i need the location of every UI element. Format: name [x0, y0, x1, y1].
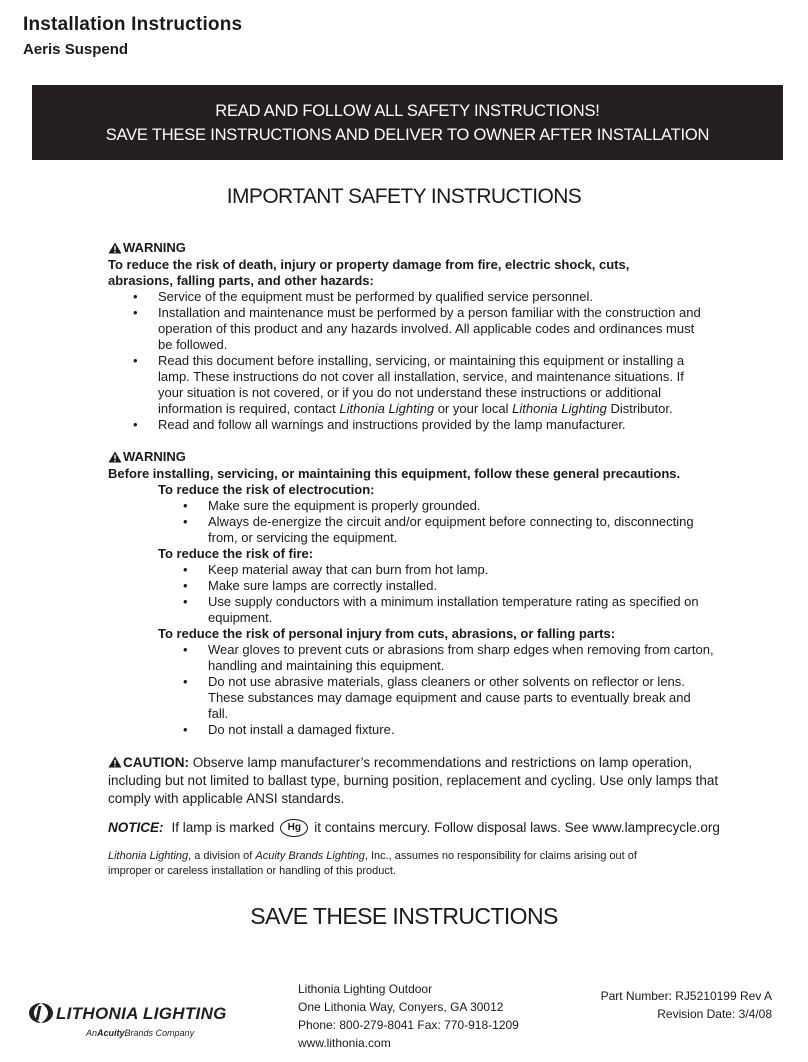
bullet-icon: •: [133, 417, 138, 432]
caution-triangle-icon: [108, 756, 122, 768]
company-address-block: [298, 980, 519, 1052]
caution-label: CAUTION:: [123, 755, 189, 770]
logo-wordmark: LITHONIA LIGHTING: [56, 1004, 227, 1023]
injury-heading: To reduce the risk of personal injury from cuts, abrasions, or falling parts:: [158, 626, 616, 641]
document-subtitle: Aeris Suspend: [23, 41, 129, 58]
bullet-icon: •: [183, 642, 188, 657]
lithonia-logo: [28, 1000, 258, 1046]
caution-paragraph: CAUTION: Observe lamp manufacturer’s recommendations and restrictions on lamp operation, including but not limited to ballast type, burning position, replacement and cycling. Use only lamps that comply with applicable ANSI standards.: [108, 755, 719, 806]
list-item: Service of the equipment must be performed by qualified service personnel.: [158, 289, 594, 304]
bullet-icon: •: [183, 674, 188, 689]
save-instructions-heading: SAVE THESE INSTRUCTIONS: [250, 903, 558, 929]
warning1-intro: To reduce the risk of death, injury or property damage from fire, electric shock, cuts, abrasions, falling parts, and other hazards:: [108, 257, 630, 288]
lithonia-logo-mark-icon: [28, 1001, 54, 1025]
document-title: Installation Instructions: [23, 14, 243, 35]
company-phone: Phone: 800-279-8041 Fax: 770-918-1209: [298, 1018, 519, 1032]
bullet-icon: •: [133, 353, 138, 368]
list-item: Read and follow all warnings and instructions provided by the lamp manufacturer.: [158, 417, 626, 432]
company-name: Lithonia Lighting Outdoor: [298, 982, 433, 996]
list-item: Always de-energize the circuit and/or equipment before connecting to, disconnecting from, or servicing the equipment.: [208, 514, 694, 545]
safety-banner: [32, 85, 783, 160]
list-item: Use supply conductors with a minimum installation temperature rating as specified on equipment.: [208, 594, 699, 625]
part-info-block: [601, 987, 772, 1023]
revision-date: Revision Date: 3/4/08: [657, 1007, 772, 1021]
banner-line-2: SAVE THESE INSTRUCTIONS AND DELIVER TO OWNER AFTER INSTALLATION: [105, 125, 710, 144]
warning-triangle-icon: [108, 242, 122, 254]
list-item: Wear gloves to prevent cuts or abrasions from sharp edges when removing from carton, handling and maintaining this equipment.: [208, 642, 714, 673]
logo-tagline: AnAcuityBrands Company: [86, 1028, 195, 1038]
list-item: Do not use abrasive materials, glass cleaners or other solvents on reflector or lens. These substances may damage equipment and cause parts to eventually break and fall.: [208, 674, 691, 721]
section-heading: IMPORTANT SAFETY INSTRUCTIONS: [226, 185, 582, 208]
banner-line-1: READ AND FOLLOW ALL SAFETY INSTRUCTIONS!: [215, 101, 600, 120]
bullet-icon: •: [183, 498, 188, 513]
part-number: Part Number: RJ5210199 Rev A: [600, 989, 772, 1003]
bullet-icon: •: [183, 722, 188, 737]
warning-label-2: WARNING: [108, 449, 186, 464]
disclaimer: Lithonia Lighting, a division of Acuity Brands Lighting, Inc., assumes no responsibility for claims arising out of improper or careless installation or handling of this product.: [108, 850, 637, 877]
bullet-icon: •: [183, 514, 188, 529]
bullet3-last-line: information is required, contact Lithonia Lighting or your local Lithonia Lighting Distributor.: [158, 401, 673, 416]
list-item: Installation and maintenance must be performed by a person familiar with the construction and operation of this product and any hazards involved. All applicable codes and ordinances must be followed.: [158, 305, 701, 352]
company-website: www.lithonia.com: [298, 1036, 391, 1050]
mercury-symbol-icon: Hg: [280, 819, 308, 837]
warning-triangle-icon: [108, 451, 122, 463]
company-address: One Lithonia Way, Conyers, GA 30012: [298, 1000, 504, 1014]
list-item: Make sure lamps are correctly installed.: [208, 578, 438, 593]
bullet-icon: •: [133, 289, 138, 304]
bullet-icon: •: [133, 305, 138, 320]
list-item: Read this document before installing, servicing, or maintaining this equipment or installing a lamp. These instructions do not cover all installation, service, and maintenance situations. If your situation is not covered, or if you do not understand these instructions or additional information is required, contact Lithonia Lighting or your local Lithonia Lighting Distributor.: [158, 353, 685, 416]
electrocution-heading: To reduce the risk of electrocution:: [158, 482, 375, 497]
bullet-icon: •: [183, 594, 188, 609]
bullet-icon: •: [183, 562, 188, 577]
bullet-icon: •: [183, 578, 188, 593]
list-item: Do not install a damaged fixture.: [208, 722, 395, 737]
notice-line: NOTICE: If lamp is marked Hg it contains mercury. Follow disposal laws. See www.lamprecycle.org: [108, 820, 720, 835]
warning-label-1: WARNING: [108, 240, 186, 255]
warning2-intro: Before installing, servicing, or maintaining this equipment, follow these general precautions.: [108, 466, 681, 481]
notice-label: NOTICE:: [108, 820, 164, 835]
list-item: Keep material away that can burn from hot lamp.: [208, 562, 489, 577]
fire-heading: To reduce the risk of fire:: [158, 546, 314, 561]
list-item: Make sure the equipment is properly grounded.: [208, 498, 481, 513]
